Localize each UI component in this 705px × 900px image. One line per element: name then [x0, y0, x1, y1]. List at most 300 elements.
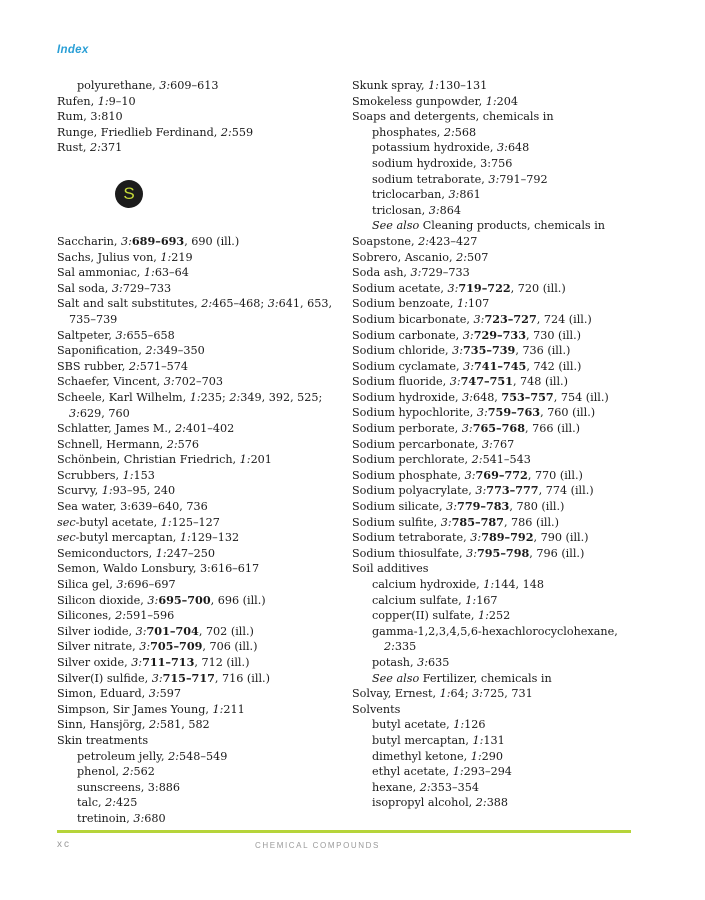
entry-text: 1:: [477, 609, 489, 623]
entry-text: 779–783: [457, 499, 510, 514]
entry-text: 3:: [446, 500, 458, 514]
index-entry: [352, 686, 642, 702]
entry-text: 3:: [447, 281, 459, 295]
entry-text: 591–596: [125, 609, 175, 623]
index-entry: [352, 281, 642, 297]
entry-text: sodium tetraborate,: [372, 172, 489, 186]
entry-text: 715–717: [162, 670, 215, 685]
entry-text: Sodium silicate,: [352, 500, 447, 514]
entry-text: 3:: [417, 655, 429, 669]
entry-text: 290: [481, 749, 503, 763]
entry-text: 861: [459, 188, 481, 202]
entry-text: Saccharin,: [57, 234, 121, 248]
entry-text: 125–127: [171, 515, 220, 529]
entry-text: 701–704: [146, 623, 199, 638]
entry-text: 1:: [485, 94, 497, 108]
entry-text: 3:: [410, 266, 422, 280]
entry-text: 3:: [116, 578, 128, 592]
entry-text: 3:: [163, 375, 175, 389]
entry-text: potassium hydroxide,: [372, 141, 498, 155]
index-entry: [352, 390, 642, 406]
index-entry: [352, 265, 642, 281]
entry-text: 3:: [466, 546, 477, 560]
entry-text: SBS rubber,: [57, 359, 129, 373]
entry-text: 3:: [488, 172, 500, 186]
index-entry: [57, 530, 342, 546]
index-column-left: [57, 78, 342, 827]
entry-text: , 730 (ill.): [526, 328, 582, 342]
entry-text: 2:: [175, 422, 186, 436]
entry-text: 465–468;: [212, 297, 268, 311]
entry-text: calcium hydroxide,: [372, 578, 484, 591]
entry-text: 211: [223, 702, 245, 716]
entry-text: 3:: [111, 281, 123, 295]
entry-text: 729–733: [473, 327, 526, 342]
entry-text: gamma-1,2,3,4,5,6-hexachlorocyclohexane,: [372, 624, 618, 638]
entry-text: Semiconductors,: [57, 546, 156, 560]
entry-text: 576: [177, 437, 200, 451]
index-entry: [57, 702, 342, 718]
index-entry: [57, 686, 342, 702]
entry-text: 425: [116, 796, 138, 810]
index-subentry: [352, 780, 642, 796]
entry-text: 2:: [148, 718, 160, 732]
entry-text: 1:: [428, 79, 439, 92]
index-entry: [57, 94, 342, 110]
entry-text: 2:: [220, 125, 232, 139]
entry-text: , 712 (ill.): [194, 656, 250, 669]
entry-text: , 786 (ill.): [503, 515, 559, 529]
entry-text: -butyl mercaptan,: [75, 531, 180, 545]
entry-text: 769–772: [475, 467, 528, 482]
entry-text: 680: [144, 811, 166, 825]
entry-text: 3:: [69, 406, 80, 420]
entry-text: Silicon dioxide,: [57, 593, 148, 607]
entry-text: 689–693: [131, 233, 185, 248]
entry-text: 1:: [452, 765, 464, 779]
entry-text: 3:: [497, 141, 508, 155]
entry-text: 204: [496, 94, 518, 108]
entry-text: Scurvy,: [57, 484, 102, 498]
index-entry: [57, 577, 342, 593]
entry-text: Solvents: [352, 702, 401, 716]
entry-text: sodium hydroxide, 3:756: [372, 156, 513, 170]
entries-right: [352, 78, 642, 811]
entry-text: 219: [171, 250, 193, 264]
entry-text: Sodium benzoate,: [352, 297, 458, 311]
entry-text: Sachs, Julius von,: [57, 250, 161, 264]
index-entry: [352, 405, 642, 421]
index-entry: [57, 281, 342, 297]
entry-text: 3:: [148, 687, 160, 701]
entry-text: sec: [57, 515, 76, 529]
entry-text: Sodium tetraborate,: [352, 531, 471, 545]
index-entry: [352, 312, 642, 328]
entry-text: Scheele, Karl Wilhelm,: [57, 390, 190, 404]
entry-text: , 690 (ill.): [184, 234, 240, 248]
entry-text: 655–658: [126, 328, 175, 342]
entry-text: 3:: [428, 203, 440, 217]
index-entry: [57, 390, 342, 421]
entry-text: 1:: [212, 702, 224, 716]
entry-text: Simon, Eduard,: [57, 687, 149, 701]
entry-text: 1:: [160, 515, 172, 529]
entry-text: 609–613: [170, 79, 219, 92]
entry-text: 559: [231, 125, 254, 139]
entry-text: 785–787: [451, 514, 504, 529]
index-entry: [57, 608, 342, 624]
entry-text: Scrubbers,: [57, 468, 123, 482]
entry-text: 729–733: [421, 266, 470, 280]
entry-text: Sodium percarbonate,: [352, 437, 482, 451]
entry-text: 696–697: [127, 578, 176, 592]
entry-text: 64;: [450, 687, 473, 701]
entry-text: Silver(I) sulfide,: [57, 671, 152, 685]
index-entry: [57, 125, 342, 141]
index-subentry: [57, 78, 342, 94]
entry-text: Soaps and detergents, chemicals in: [352, 110, 554, 124]
entry-text: 2:: [443, 125, 455, 139]
entry-text: 789–792: [481, 530, 534, 545]
index-entry: [352, 546, 642, 562]
entry-text: Sodium perchlorate,: [352, 453, 472, 467]
entry-text: 741–745: [474, 358, 527, 373]
entry-text: 63–64: [154, 266, 189, 280]
entry-text: Sodium hydroxide,: [352, 390, 463, 404]
entry-text: tretinoin,: [77, 811, 134, 825]
entry-text: 723–727: [484, 311, 537, 326]
entry-text: 747–751: [460, 374, 513, 389]
entry-text: 93–95, 240: [112, 484, 176, 498]
index-entry: [57, 140, 342, 156]
entry-text: , 766 (ill.): [525, 422, 581, 436]
index-entry: [57, 593, 342, 609]
entry-text: , 760 (ill.): [540, 406, 596, 420]
entry-text: 648: [507, 141, 530, 155]
entry-text: triclosan,: [372, 203, 429, 217]
entry-text: sunscreens, 3:886: [77, 780, 181, 794]
entry-text: 2:: [475, 796, 487, 810]
entry-text: 1:: [465, 593, 477, 607]
index-entry: [352, 109, 642, 125]
index-entry: [352, 468, 642, 484]
index-entry: [57, 671, 342, 687]
entry-text: 711–713: [142, 655, 195, 669]
entry-text: 629, 760: [79, 406, 130, 420]
entry-text: 401–402: [185, 422, 235, 436]
index-entry: [352, 452, 642, 468]
entry-text: 2:: [419, 780, 431, 794]
entry-text: 3:: [159, 79, 171, 92]
entry-text: 2:: [229, 390, 241, 404]
entry-text: 1:: [189, 390, 201, 404]
entry-text: Silicones,: [57, 609, 116, 623]
index-column-right: [352, 78, 642, 811]
entry-text: Sobrero, Ascanio,: [352, 250, 457, 264]
entry-text: copper(II) sulfate,: [372, 609, 478, 623]
entry-text: Sodium fluoride,: [352, 375, 450, 389]
entry-text: 131: [483, 733, 505, 747]
index-subentry: [57, 795, 342, 811]
index-entry: [352, 437, 642, 453]
entry-text: Saltpeter,: [57, 328, 116, 342]
entry-text: , 736 (ill.): [515, 344, 571, 358]
entry-text: 2:: [168, 749, 180, 763]
index-entry: [57, 359, 342, 375]
entry-text: 349–350: [156, 344, 205, 358]
entry-text: butyl mercaptan,: [372, 733, 473, 747]
index-subentry: [352, 671, 642, 687]
index-entry: [57, 561, 342, 577]
entry-text: Semon, Waldo Lonsbury, 3:616–617: [57, 562, 260, 576]
index-entry: [352, 343, 642, 359]
entry-text: Solvay, Ernest,: [352, 687, 440, 701]
entry-text: 144, 148: [494, 578, 544, 591]
entry-text: 1:: [439, 687, 451, 701]
entry-text: 791–792: [499, 172, 548, 186]
entry-text: 2:: [418, 234, 430, 248]
index-entry: [57, 468, 342, 484]
entry-text: Silica gel,: [57, 578, 117, 592]
entry-text: 1:: [160, 250, 172, 264]
entry-text: Sodium polyacrylate,: [352, 484, 476, 498]
entry-text: Skunk spray,: [352, 79, 429, 92]
index-entry: [352, 328, 642, 344]
entry-text: 1:: [470, 749, 482, 763]
entry-text: 3:: [120, 234, 132, 248]
index-subentry: [352, 140, 642, 156]
running-title: CHEMICAL COMPOUNDS: [255, 841, 380, 850]
entry-text: 2:: [145, 344, 157, 358]
index-subentry: [352, 577, 642, 593]
entry-text: 252: [488, 609, 511, 623]
index-subentry: [57, 749, 342, 765]
index-subentry: [352, 593, 642, 609]
entry-text: 3:: [139, 640, 151, 654]
entry-text: Simpson, Sir James Young,: [57, 702, 213, 716]
entry-text: -butyl acetate,: [75, 515, 161, 529]
entry-text: Sea water, 3:639–640, 736: [57, 500, 208, 514]
entry-text: 2:: [471, 453, 483, 467]
entry-text: 2:: [115, 609, 126, 623]
entry-text: 648,: [472, 390, 502, 404]
entry-text: , 702 (ill.): [198, 624, 254, 638]
entry-text: 3:: [464, 468, 476, 482]
entry-text: 2:: [128, 359, 140, 373]
entry-text: 1:: [122, 468, 134, 482]
entry-text: 719–722: [458, 280, 511, 295]
entry-text: sec: [57, 531, 76, 545]
letter-heading-s: S: [115, 180, 143, 208]
entry-text: 167: [476, 593, 498, 607]
entry-text: 1:: [155, 546, 167, 560]
entry-text: 765–768: [472, 421, 525, 436]
entry-text: Silver nitrate,: [57, 640, 140, 654]
entry-text: Schnell, Hermann,: [57, 437, 167, 451]
index-entry: [352, 296, 642, 312]
entry-text: 3:: [462, 390, 473, 404]
entry-text: 3:: [470, 531, 482, 545]
entry-text: 597: [159, 687, 181, 701]
entry-text: Cleaning products, chemicals in: [419, 219, 605, 233]
entry-text: Silver oxide,: [57, 656, 132, 669]
index-entry: [352, 499, 642, 515]
index-entry: [57, 437, 342, 453]
entry-text: 1:: [97, 94, 109, 108]
entry-text: Schlatter, James M.,: [57, 422, 176, 436]
index-entry: [57, 546, 342, 562]
index-entry: [57, 639, 342, 655]
entry-text: 3:: [481, 437, 493, 451]
entry-text: Rum, 3:810: [57, 110, 123, 124]
entry-text: 2:: [456, 250, 468, 264]
index-entry: [352, 702, 642, 718]
entry-text: Sodium perborate,: [352, 422, 462, 436]
entry-text: 729–733: [122, 281, 172, 295]
letter-section: [57, 156, 342, 234]
entry-text: Soda ash,: [352, 266, 411, 280]
entry-text: 3:: [133, 811, 145, 825]
page-folio: xc: [57, 839, 71, 850]
entry-text: See also: [372, 219, 420, 233]
index-entry: [352, 78, 642, 94]
index-subentry: [352, 187, 642, 203]
index-subentry: [352, 764, 642, 780]
entries-before-letter: [57, 78, 342, 156]
entry-text: 641, 653, 735–739: [69, 297, 333, 326]
entry-text: Sal soda,: [57, 281, 112, 295]
entry-text: 759–763: [487, 405, 541, 420]
entry-text: 1:: [453, 718, 465, 732]
entry-text: , 774 (ill.): [538, 484, 594, 498]
entry-text: , 754 (ill.): [553, 390, 609, 404]
entry-text: 581, 582: [159, 718, 210, 732]
index-subentry: [352, 172, 642, 188]
entry-text: 864: [439, 203, 461, 217]
entry-text: Silver iodide,: [57, 624, 136, 638]
index-entry: [57, 733, 342, 749]
entry-text: petroleum jelly,: [77, 749, 169, 763]
entry-text: , 716 (ill.): [214, 671, 270, 685]
index-subentry: [352, 608, 642, 624]
entry-text: 3:: [449, 375, 461, 389]
entry-text: 3:: [472, 687, 483, 701]
entry-text: 1:: [143, 266, 155, 280]
entry-text: Sinn, Hansjörg,: [57, 718, 149, 732]
index-subentry: [352, 156, 642, 172]
entry-text: Schaefer, Vincent,: [57, 375, 164, 389]
entry-text: phenol,: [77, 765, 123, 779]
index-entry: [57, 717, 342, 733]
entry-text: 388: [486, 796, 509, 810]
entry-text: 3:: [440, 515, 452, 529]
entry-text: Skin treatments: [57, 733, 149, 747]
entry-text: 201: [250, 453, 272, 467]
entry-text: 767: [492, 437, 515, 451]
entry-text: , 720 (ill.): [510, 281, 566, 295]
entry-text: , 770 (ill.): [527, 468, 583, 482]
entry-text: 571–574: [139, 359, 189, 373]
entry-text: Sodium phosphate,: [352, 468, 465, 482]
entry-text: 235;: [200, 390, 230, 404]
index-entry: [352, 250, 642, 266]
entry-text: 3:: [475, 484, 487, 498]
index-subentry: [57, 811, 342, 827]
entry-text: dimethyl ketone,: [372, 749, 471, 763]
entry-text: Sodium carbonate,: [352, 328, 463, 342]
entry-text: , 706 (ill.): [202, 640, 258, 654]
entry-text: , 724 (ill.): [536, 312, 592, 326]
entry-text: isopropyl alcohol,: [372, 796, 476, 810]
entry-text: phosphates,: [372, 125, 444, 139]
entry-text: calcium sulfate,: [372, 593, 466, 607]
index-entry: [57, 374, 342, 390]
entry-text: 2:: [166, 437, 178, 451]
index-entry: [57, 250, 342, 266]
index-entry: [57, 483, 342, 499]
index-entry: [57, 452, 342, 468]
entry-text: 562: [133, 765, 155, 779]
entry-text: Smokeless gunpowder,: [352, 94, 486, 108]
index-entry: [352, 561, 642, 577]
entry-text: , 790 (ill.): [533, 531, 589, 545]
index-entry: [352, 530, 642, 546]
index-header: Index: [57, 44, 89, 56]
entry-text: hexane,: [372, 780, 420, 794]
entry-text: , 748 (ill.): [512, 375, 568, 389]
index-entry: [57, 421, 342, 437]
index-entry: [57, 624, 342, 640]
entry-text: Sodium bicarbonate,: [352, 312, 474, 326]
index-subentry: [352, 125, 642, 141]
index-entry: [57, 515, 342, 531]
entry-text: 2:: [384, 640, 395, 654]
index-entry: [57, 265, 342, 281]
entry-text: butyl acetate,: [372, 718, 454, 732]
entry-text: 3:: [115, 328, 127, 342]
index-subentry: [352, 717, 642, 733]
index-entry: [57, 499, 342, 515]
entry-text: 3:: [461, 422, 473, 436]
entry-text: 129–132: [190, 531, 240, 545]
entry-text: 107: [467, 297, 490, 311]
entry-text: Runge, Friedlieb Ferdinand,: [57, 125, 221, 139]
entry-text: 3:: [267, 297, 279, 311]
index-subentry: [57, 764, 342, 780]
entry-text: polyurethane,: [77, 79, 160, 92]
entry-text: 126: [464, 718, 486, 732]
entry-text: 130–131: [438, 79, 488, 92]
entry-text: Soapstone,: [352, 234, 419, 248]
index-entry: [352, 359, 642, 375]
entry-text: 3:: [448, 188, 460, 202]
entry-text: 9–10: [108, 94, 136, 108]
entry-text: 541–543: [482, 453, 531, 467]
index-entry: [352, 94, 642, 110]
index-subentry: [352, 655, 642, 671]
entry-text: 795–798: [476, 545, 530, 560]
index-subentry: [352, 749, 642, 765]
entry-text: 3:: [473, 312, 485, 326]
entry-text: triclocarban,: [372, 188, 449, 202]
entry-text: 153: [133, 468, 155, 482]
entry-text: , 796 (ill.): [529, 546, 585, 560]
index-entry: [352, 515, 642, 531]
entry-text: Sodium sulfite,: [352, 515, 441, 529]
entry-text: Sodium chloride,: [352, 344, 453, 358]
index-subentry: [352, 624, 642, 655]
index-subentry: [352, 218, 642, 234]
